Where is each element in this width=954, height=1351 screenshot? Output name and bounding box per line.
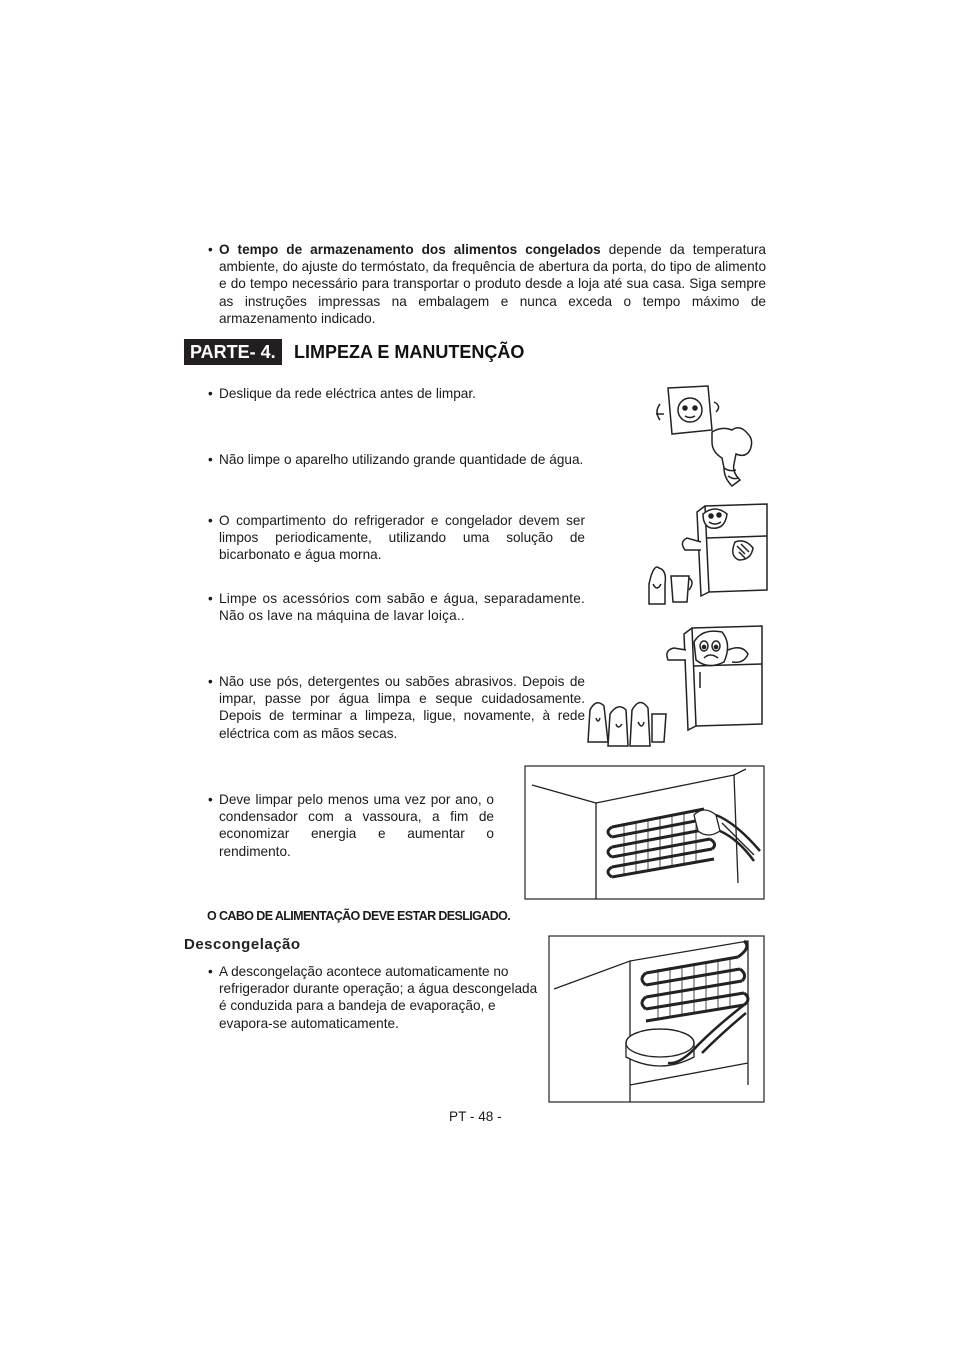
defrost-heading: Descongelação (184, 936, 301, 953)
bullet-no-water: • Não limpe o aparelho utilizando grande quantidade de água. (208, 452, 584, 467)
section-title: LIMPEZA E MANUTENÇÃO (294, 342, 525, 362)
page-number: PT - 48 - (449, 1109, 502, 1124)
power-cable-warning: O CABO DE ALIMENTAÇÃO DEVE ESTAR DESLIGADO. (207, 909, 511, 923)
bullet-dot: • (208, 242, 213, 257)
defrost-text: • A descongelação acontece automaticamente no refrigerador durante operação; a água descongelada é conduzida para a bandeja de evaporação, e evapora-se automaticamente. (208, 964, 538, 1031)
fridge-cleaning-icon (645, 498, 775, 610)
defrost-evaporation-diagram (548, 935, 766, 1104)
fridge-detergent-icon (582, 614, 772, 754)
bullet-abrasives: • Não use pós, detergentes ou sabões abrasivos. Depois de impar, passe por água limpa e seque cuidadosamente. Depois de terminar a limpeza, ligue, novamente, à rede eléctrica com as mãos secas. (208, 674, 585, 741)
bullet-compartment: • O compartimento do refrigerador e congelador devem ser limpos periodicamente, utilizando uma solução de bicarbonato e água morna. (208, 513, 585, 563)
unplug-socket-icon (650, 382, 765, 492)
condenser-vacuum-diagram (524, 765, 766, 901)
intro-bold: O tempo de armazenamento dos alimentos congelados (219, 242, 601, 257)
intro-text: depende da temperatura ambiente, do ajuste do termóstato, da frequência de abertura da porta, do tipo de alimento e do tempo necessário para transportar o produto desde a loja até sua casa. Siga sempre as instruções impressas na embalagem e nunca exceda o tempo máximo de armazenamento indicado. (219, 242, 766, 326)
bullet-condenser: • Deve limpar pelo menos uma vez por ano, o condensador com a vassoura, a fim de economizar energia e aumentar o rendimento. (208, 792, 494, 859)
bullet-unplug: • Deslique da rede eléctrica antes de limpar. (208, 386, 476, 401)
intro-paragraph (208, 241, 766, 327)
bullet-accessories: • Limpe os acessórios com sabão e água, separadamente. Não os lave na máquina de lavar loiça.. (208, 591, 585, 624)
section-number: PARTE- 4. (184, 339, 282, 365)
